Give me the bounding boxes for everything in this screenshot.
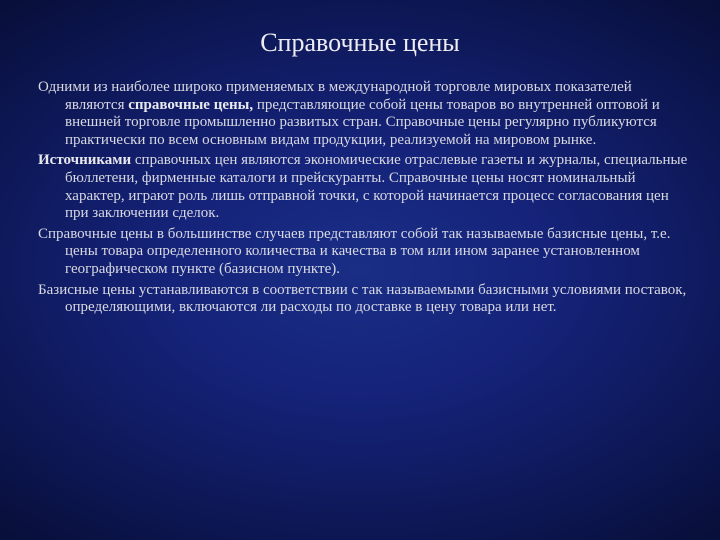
paragraph-basis-conditions: Базисные цены устанавливаются в соответствии с так называемыми базисными условиями поставок, определяющими, включаются ли расходы по доставке в цену товара или нет.	[38, 281, 687, 316]
bold-term-reference-prices: справочные цены,	[128, 96, 254, 113]
paragraph-basis-prices: Справочные цены в большинстве случаев представляют собой так называемые базисные цены, т.е. цены товара определенного количества и качества в том или ином заранее установленном географическом пункте (базисном пункте).	[38, 225, 671, 277]
slide-body	[38, 79, 694, 320]
paragraph-sources	[38, 152, 694, 222]
paragraph-reference-prices-definition	[38, 79, 694, 149]
paragraph-text: справочных цен являются экономические отраслевые газеты и журналы, специальные бюллетени, фирменные каталоги и прейскуранты. Справочные цены носят номинальный характер, играют роль лишь отправной точки, с которой начинается процесс согласования цен при заключении сделок.	[65, 152, 688, 222]
paragraph-text: Одними из наиболее широко применяемых в международной торговле мировых показателей являются	[38, 79, 632, 113]
slide-title: Справочные цены	[260, 28, 460, 57]
bold-term-sources: Источниками	[38, 152, 132, 169]
paragraph-text: представляющие собой цены товаров во внутренней оптовой и внешней торговле промышленно развитых стран. Справочные цены регулярно публикуются практически по всем основным видам продукции, реализуемой на мировом рынке.	[65, 96, 660, 148]
